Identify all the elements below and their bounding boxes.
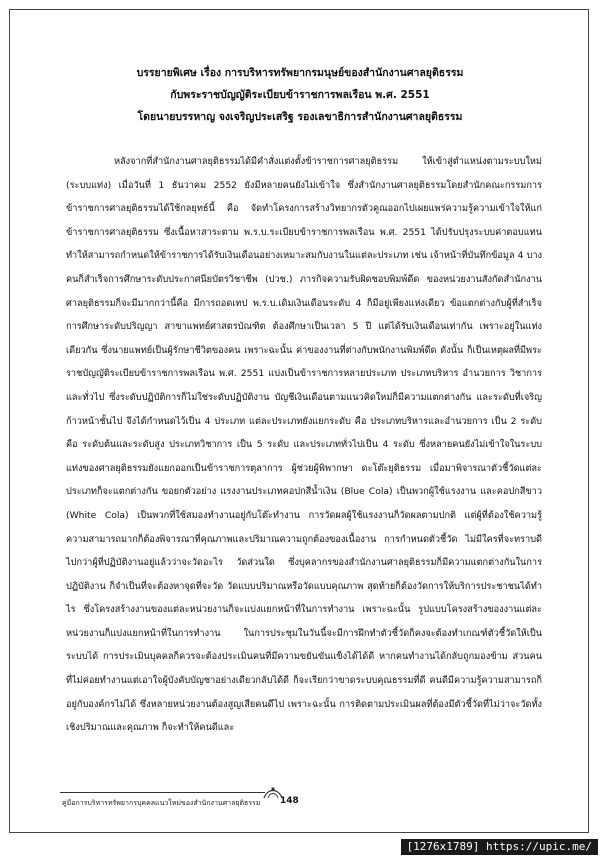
title-line-1: บรรยายพิเศษ เรื่อง การบริหารทรัพยากรมนุษย์ของสำนักงานศาลยุติธรรม <box>136 67 464 79</box>
title-line-2: กับพระราชบัญญัติระเบียบข้าราชการพลเรือน พ.ศ. 2551 <box>170 89 430 101</box>
footer-divider <box>60 792 265 793</box>
document-title <box>40 62 560 128</box>
page-number: 148 <box>280 796 299 806</box>
body-text <box>66 150 542 740</box>
body-paragraph: หลังจากที่สำนักงานศาลยุติธรรมได้มีคำสั่งแต่งตั้งข้าราชการศาลยุติธรรม ให้เข้าสู่ตำแหน่งตามระบบใหม่ (ระบบแท่ง) เมื่อวันที่ 1 ธันวาคม 2552 ยังมีหลายคนยังไม่เข้าใจ ซึ่งสำนักงานศาลยุติธรรมโดยสำนักคณะกรรมการข้าราชการศาลยุติธรรมได้ใช้กลยุทธ์นี้ คือ จัดทำโครงการสร้างวิทยากรตัวคูณออกไปเผยแพร่ความรู้ความเข้าใจให้แก่ข้าราชการศาลยุติธรรม ซึ่งเนื้อหาสาระตาม พ.ร.บ.ระเบียบข้าราชการพลเรือน พ.ศ. 2551 ได้ปรับปรุงระบบค่าตอบแทน ทำให้สามารถกำหนดให้ข้าราชการได้รับเงินเดือนอย่างเหมาะสมกับงานในแต่ละประเภท เช่น เจ้าหน้าที่บันทึกข้อมูล 4 บางคนก็สำเร็จการศึกษาระดับประกาศนียบัตรวิชาชีพ (ปวช.) ภารกิจความรับผิดชอบพิมพ์ดีด ของหน่วยงานสังกัดสำนักงานศาลยุติธรรมก็จะมีมากกว่านี้คือ มีการถอดเทป พ.ร.บ.เดิมเงินเดือนระดับ 4 ก็มีอยู่เพียงแห่งเดียว ข้อแตกต่างกับผู้ที่สำเร็จการศึกษาระดับปริญญา สาขาแพทย์ศาสตรบัณฑิต ต้องศึกษาเป็นเวลา 5 ปี แต่ได้รับเงินเดือนเท่ากัน เพราะอยู่ในแท่งเดียวกัน ซึ่งนายแพทย์เป็นผู้รักษาชีวิตของคน เพราะฉะนั้น ค่าของงานที่ต่างกับพนักงานพิมพ์ดีด ดังนั้น ก็เป็นเหตุผลที่มีพระราชบัญญัติระเบียบข้าราชการพลเรือน พ.ศ. 2551 แบ่งเป็นข้าราชการหลายประเภท ประเภทบริหาร อำนวยการ วิชาการ และทั่วไป ซึ่งระดับปฏิบัติการก็ไม่ใช่ระดับปฏิบัติงาน บัญชีเงินเดือนตามแนวคิดใหม่ก็มีความแตกต่างกัน และระดับที่เจริญก้าวหน้าชั้นไป จึงได้กำหนดไว้เป็น 4 ประเภท แต่ละประเภทยังแยกระดับ คือ ประเภทบริหารและอำนวยการ เป็น 2 ระดับ คือ ระดับต้นและระดับสูง ประเภทวิชาการ เป็น 5 ระดับ และประเภททั่วไปเป็น 4 ระดับ ซึ่งหลายคนยังไม่เข้าใจในระบบแท่งของศาลยุติธรรมยังแยกออกเป็นข้าราชการตุลาการ ผู้ช่วยผู้พิพากษา ดะโต๊ะยุติธรรม เมื่อมาพิจารณาตัวชี้วัดแต่ละประเภทก็จะแตกต่างกัน ขอยกตัวอย่าง แรงงานประเภทคอปกสีน้ำเงิน (Blue Cola) เป็นพวกผู้ใช้แรงงาน และคอปกสีขาว (White Cola) เป็นพวกที่ใช้สมองทำงานอยู่กับโต๊ะทำงาน การวัดผลผู้ใช้แรงงานก็วัดผลตามปกติ แต่ผู้ที่ต้องใช้ความรู้ความสามารถมากก็ต้องพิจารณาที่คุณภาพและปริมาณความถูกต้องของเนื้องาน การกำหนดตัวชี้วัด ไม่มีใครที่จะทราบดีไปกว่าผู้ที่ปฏิบัติงานอยู่แล้วว่าจะวัดอะไร วัดส่วนใด ซึ่งบุคลากรของสำนักงานศาลยุติธรรมก็มีความแตกต่างกันในการปฏิบัติงาน ก็จำเป็นที่จะต้องหาจุดที่จะวัด วัดแบบปริมาณหรือวัดแบบคุณภาพ สุดท้ายก็ต้องวัดการให้บริการประชาชนได้ทำไร ซึ่งโครงสร้างงานของแต่ละหน่วยงานก็จะแบ่งแยกหน้าที่ในการทำงาน เพราะฉะนั้น รูปแบบโครงสร้างของงานแต่ละหน่วยงานก็แบ่งแยกหน้าที่ในการทำงาน ในการประชุมในวันนี้จะมีการฝึกทำตัวชี้วัดก็คงจะต้องทำเกณฑ์ตัวชี้วัดให้เป็นระบบได้ การประเมินบุคคลก็ควรจะต้องประเมินคนที่มีความขยันขันแข็งได้ได้ดี หากคนทำงานได้กลับถูกมองข้าม ส่วนคนที่ไม่ค่อยทำงานแต่เอาใจผู้บังคับบัญชาอย่างเดียวกลับได้ดี ก็จะเรียกว่าขาดระบบคุณธรรมที่ดี คนดีมีความรู้ความสามารถก็อยู่กับองค์กรไม่ได้ ซึ่งหลายหน่วยงานต้องสูญเสียคนดีไป เพราะฉะนั้น การติดตามประเมินผลที่ต้องมีตัวชี้วัดที่ไม่ว่าจะวัดทั้งเชิงปริมาณและคุณภาพ ก็จะทำให้คนดีและ <box>66 156 542 734</box>
watermark: [1276x1789] https://upic.me/ <box>401 839 598 855</box>
footer-text: คู่มือการบริหารทรัพยากรบุคคลแนวใหม่ของสำนักงานศาลยุติธรรม <box>62 799 261 807</box>
title-line-3: โดยนายบรรหาญ จงเจริญประเสริฐ รองเลขาธิการสำนักงานศาลยุติธรรม <box>137 111 463 123</box>
